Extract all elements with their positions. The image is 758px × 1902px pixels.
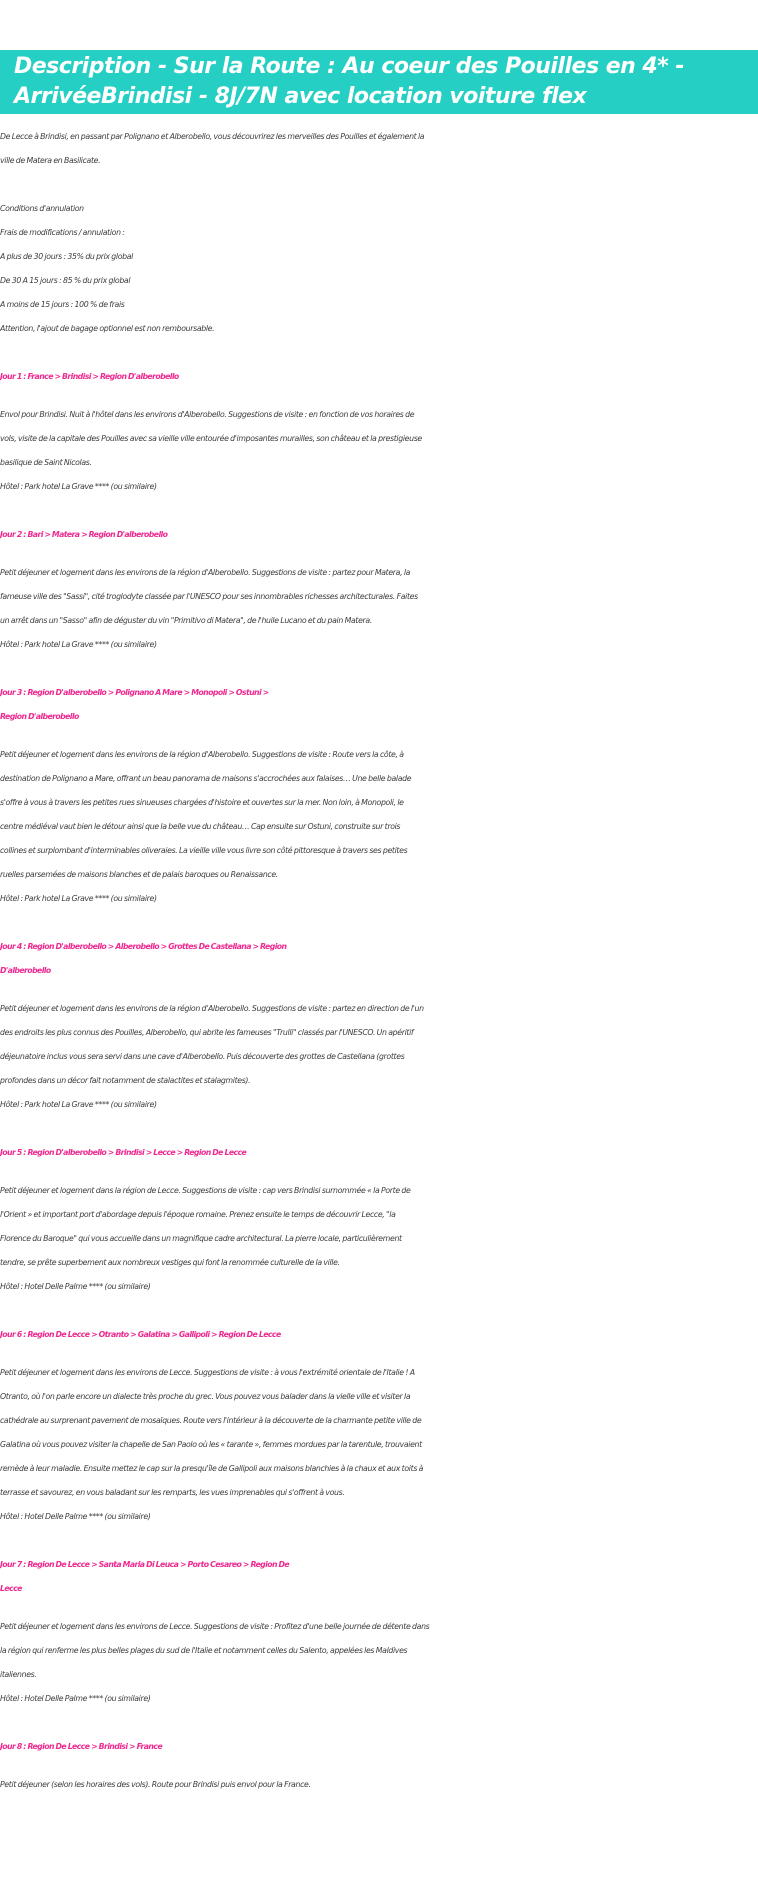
- day-description: [0, 1773, 758, 1797]
- day-title-line: Jour 4 : Region D'alberobello > Alberobello > Grottes De Castellana > Region: [0, 942, 287, 951]
- day-description-line: Hôtel : Park hotel La Grave **** (ou similaire): [0, 894, 157, 903]
- day-title: [0, 1141, 758, 1165]
- day-title-line: Lecce: [0, 1584, 22, 1593]
- day-description-line: italiennes.: [0, 1670, 37, 1679]
- day-description-line: tendre, se prête superbement aux nombreux vestiges qui font la renommée culturelle de la ville.: [0, 1258, 340, 1267]
- day-description-line: basilique de Saint Nicolas.: [0, 458, 92, 467]
- day-title-line: Jour 1 : France > Brindisi > Region D'alberobello: [0, 372, 179, 381]
- day-title: [0, 935, 758, 983]
- day-description-line: Hôtel : Park hotel La Grave **** (ou similaire): [0, 482, 157, 491]
- day-description-line: Hôtel : Park hotel La Grave **** (ou similaire): [0, 640, 157, 649]
- page-title-line: Description - Sur la Route : Au coeur des Pouilles en 4* - Arrivée: [14, 54, 685, 109]
- day-description-line: Petit déjeuner et logement dans les environs de la région d'Alberobello. Suggestions de visite : partez pour Matera, la: [0, 568, 411, 577]
- itinerary: [0, 365, 758, 1797]
- day-title-line: Jour 8 : Region De Lecce > Brindisi > France: [0, 1742, 163, 1751]
- day-title: [0, 523, 758, 547]
- day-description-line: Florence du Baroque" qui vous accueille dans un magnifique cadre architectural. La pierre locale, particulièrement: [0, 1234, 402, 1243]
- day-section: [0, 1141, 758, 1299]
- day-description-line: Petit déjeuner et logement dans les environs de la région d'Alberobello. Suggestions de visite : Route vers la côte, à: [0, 750, 404, 759]
- day-description-line: Petit déjeuner et logement dans les environs de Lecce. Suggestions de visite : à vous l'extrémité orientale de l'Italie ! A: [0, 1368, 415, 1377]
- day-description-line: collines et surplombant d'interminables oliveraies. La vieille ville vous livre son côté pittoresque à travers ses petites: [0, 846, 408, 855]
- day-description: [0, 743, 758, 911]
- day-description-line: fameuse ville des "Sassi", cité troglodyte classée par l'UNESCO pour ses innombrables richesses architecturales. Faites: [0, 592, 418, 601]
- day-description-line: Petit déjeuner et logement dans les environs de la région d'Alberobello. Suggestions de visite : partez en direction de l'un: [0, 1004, 424, 1013]
- day-description: [0, 403, 758, 499]
- day-description-line: Hôtel : Park hotel La Grave **** (ou similaire): [0, 1100, 157, 1109]
- day-description-line: s'offre à vous à travers les petites rues sinueuses chargées d'histoire et ouvertes sur la mer. Non loin, à Monopoli, le: [0, 798, 404, 807]
- day-description-line: Hôtel : Hotel Delle Palme **** (ou similaire): [0, 1282, 151, 1291]
- day-section: [0, 1323, 758, 1529]
- day-section: [0, 681, 758, 911]
- day-description-line: terrasse et savourez, en vous baladant sur les remparts, les vues imprenables qui s'offrent à vous.: [0, 1488, 345, 1497]
- day-title: [0, 365, 758, 389]
- day-description-line: destination de Polignano a Mare, offrant un beau panorama de maisons s'accrochées aux falaises… Une belle balade: [0, 774, 412, 783]
- condition-line: De 30 A 15 jours : 85 % du prix global: [0, 276, 131, 285]
- day-description: [0, 561, 758, 657]
- cancellation-conditions: [0, 197, 758, 341]
- day-description-line: la région qui renferme les plus belles plages du sud de l'Italie et notamment celles du Salento, appelées les Maldives: [0, 1646, 408, 1655]
- day-description-line: centre médiéval vaut bien le détour ainsi que la belle vue du château… Cap ensuite sur Ostuni, construite sur trois: [0, 822, 401, 831]
- day-title-line: Jour 5 : Region D'alberobello > Brindisi > Lecce > Region De Lecce: [0, 1148, 247, 1157]
- condition-line: Frais de modifications / annulation :: [0, 228, 125, 237]
- day-title-line: Jour 7 : Region De Lecce > Santa Maria Di Leuca > Porto Cesareo > Region De: [0, 1560, 290, 1569]
- day-title-line: Jour 6 : Region De Lecce > Otranto > Galatina > Gallipoli > Region De Lecce: [0, 1330, 281, 1339]
- day-description-line: Otranto, où l'on parle encore un dialecte très proche du grec. Vous pouvez vous balader dans la vielle ville et visiter la: [0, 1392, 411, 1401]
- day-description-line: Hôtel : Hotel Delle Palme **** (ou similaire): [0, 1694, 151, 1703]
- day-description: [0, 1361, 758, 1529]
- day-description-line: profondes dans un décor fait notamment de stalactites et stalagmites).: [0, 1076, 251, 1085]
- day-title: [0, 681, 758, 729]
- day-description-line: Envol pour Brindisi. Nuit à l'hôtel dans les environs d'Alberobello. Suggestions de visite : en fonction de vos horaires de: [0, 410, 415, 419]
- day-section: [0, 1553, 758, 1711]
- day-description-line: des endroits les plus connus des Pouilles, Alberobello, qui abrite les fameuses "Trulli" classés par l'UNESCO. Un apéritif: [0, 1028, 414, 1037]
- day-section: [0, 365, 758, 499]
- condition-line: Conditions d'annulation: [0, 204, 84, 213]
- day-title-line: Jour 2 : Bari > Matera > Region D'alberobello: [0, 530, 168, 539]
- day-title-line: D'alberobello: [0, 966, 51, 975]
- day-description-line: déjeunatoire inclus vous sera servi dans une cave d'Alberobello. Puis découverte des grottes de Castellana (grottes: [0, 1052, 405, 1061]
- day-description-line: vols, visite de la capitale des Pouilles avec sa vieille ville entourée d'imposantes murailles, son château et la prestigieuse: [0, 434, 422, 443]
- day-description-line: Petit déjeuner et logement dans les environs de Lecce. Suggestions de visite : Profitez d'une belle journée de détente dans: [0, 1622, 430, 1631]
- page-title-line: Brindisi - 8J/7N avec location voiture flex: [100, 84, 587, 109]
- day-description-line: Hôtel : Hotel Delle Palme **** (ou similaire): [0, 1512, 151, 1521]
- intro-line: ville de Matera en Basilicate.: [0, 156, 101, 165]
- day-description-line: Galatina où vous pouvez visiter la chapelle de San Paolo où les « tarante », femmes mordues par la tarentule, trouvaient: [0, 1440, 422, 1449]
- condition-line: Attention, l'ajout de bagage optionnel est non remboursable.: [0, 324, 215, 333]
- day-description: [0, 1615, 758, 1711]
- day-section: [0, 1735, 758, 1797]
- day-description-line: l'Orient » et important port d'abordage depuis l'époque romaine. Prenez ensuite le temps de découvrir Lecce, "la: [0, 1210, 396, 1219]
- day-description-line: ruelles parsemées de maisons blanches et de palais baroques ou Renaissance.: [0, 870, 278, 879]
- page-title: [0, 50, 758, 114]
- day-title: [0, 1553, 758, 1601]
- day-description-line: un arrêt dans un "Sasso" afin de déguster du vin "Primitivo di Matera", de l'huile Lucano et du pain Matera.: [0, 616, 372, 625]
- condition-line: A moins de 15 jours : 100 % de frais: [0, 300, 125, 309]
- day-description-line: cathédrale au surprenant pavement de mosaïques. Route vers l'intérieur à la découverte de la charmante petite ville de: [0, 1416, 422, 1425]
- intro-paragraph: [0, 125, 758, 173]
- day-section: [0, 935, 758, 1117]
- condition-line: A plus de 30 jours : 35% du prix global: [0, 252, 133, 261]
- day-description-line: Petit déjeuner et logement dans la région de Lecce. Suggestions de visite : cap vers Brindisi surnommée « la Porte de: [0, 1186, 411, 1195]
- day-title-line: Jour 3 : Region D'alberobello > Polignano A Mare > Monopoli > Ostuni >: [0, 688, 269, 697]
- day-description-line: remède à leur maladie. Ensuite mettez le cap sur la presqu'île de Gallipoli aux maisons blanchies à la chaux et aux toits à: [0, 1464, 424, 1473]
- day-section: [0, 523, 758, 657]
- day-title-line: Region D'alberobello: [0, 712, 79, 721]
- day-title: [0, 1735, 758, 1759]
- intro-line: De Lecce à Brindisi, en passant par Polignano et Alberobello, vous découvrirez les merveilles des Pouilles et également la: [0, 132, 425, 141]
- day-description: [0, 1179, 758, 1299]
- day-description-line: Petit déjeuner (selon les horaires des vols). Route pour Brindisi puis envol pour la France.: [0, 1780, 311, 1789]
- day-title: [0, 1323, 758, 1347]
- day-description: [0, 997, 758, 1117]
